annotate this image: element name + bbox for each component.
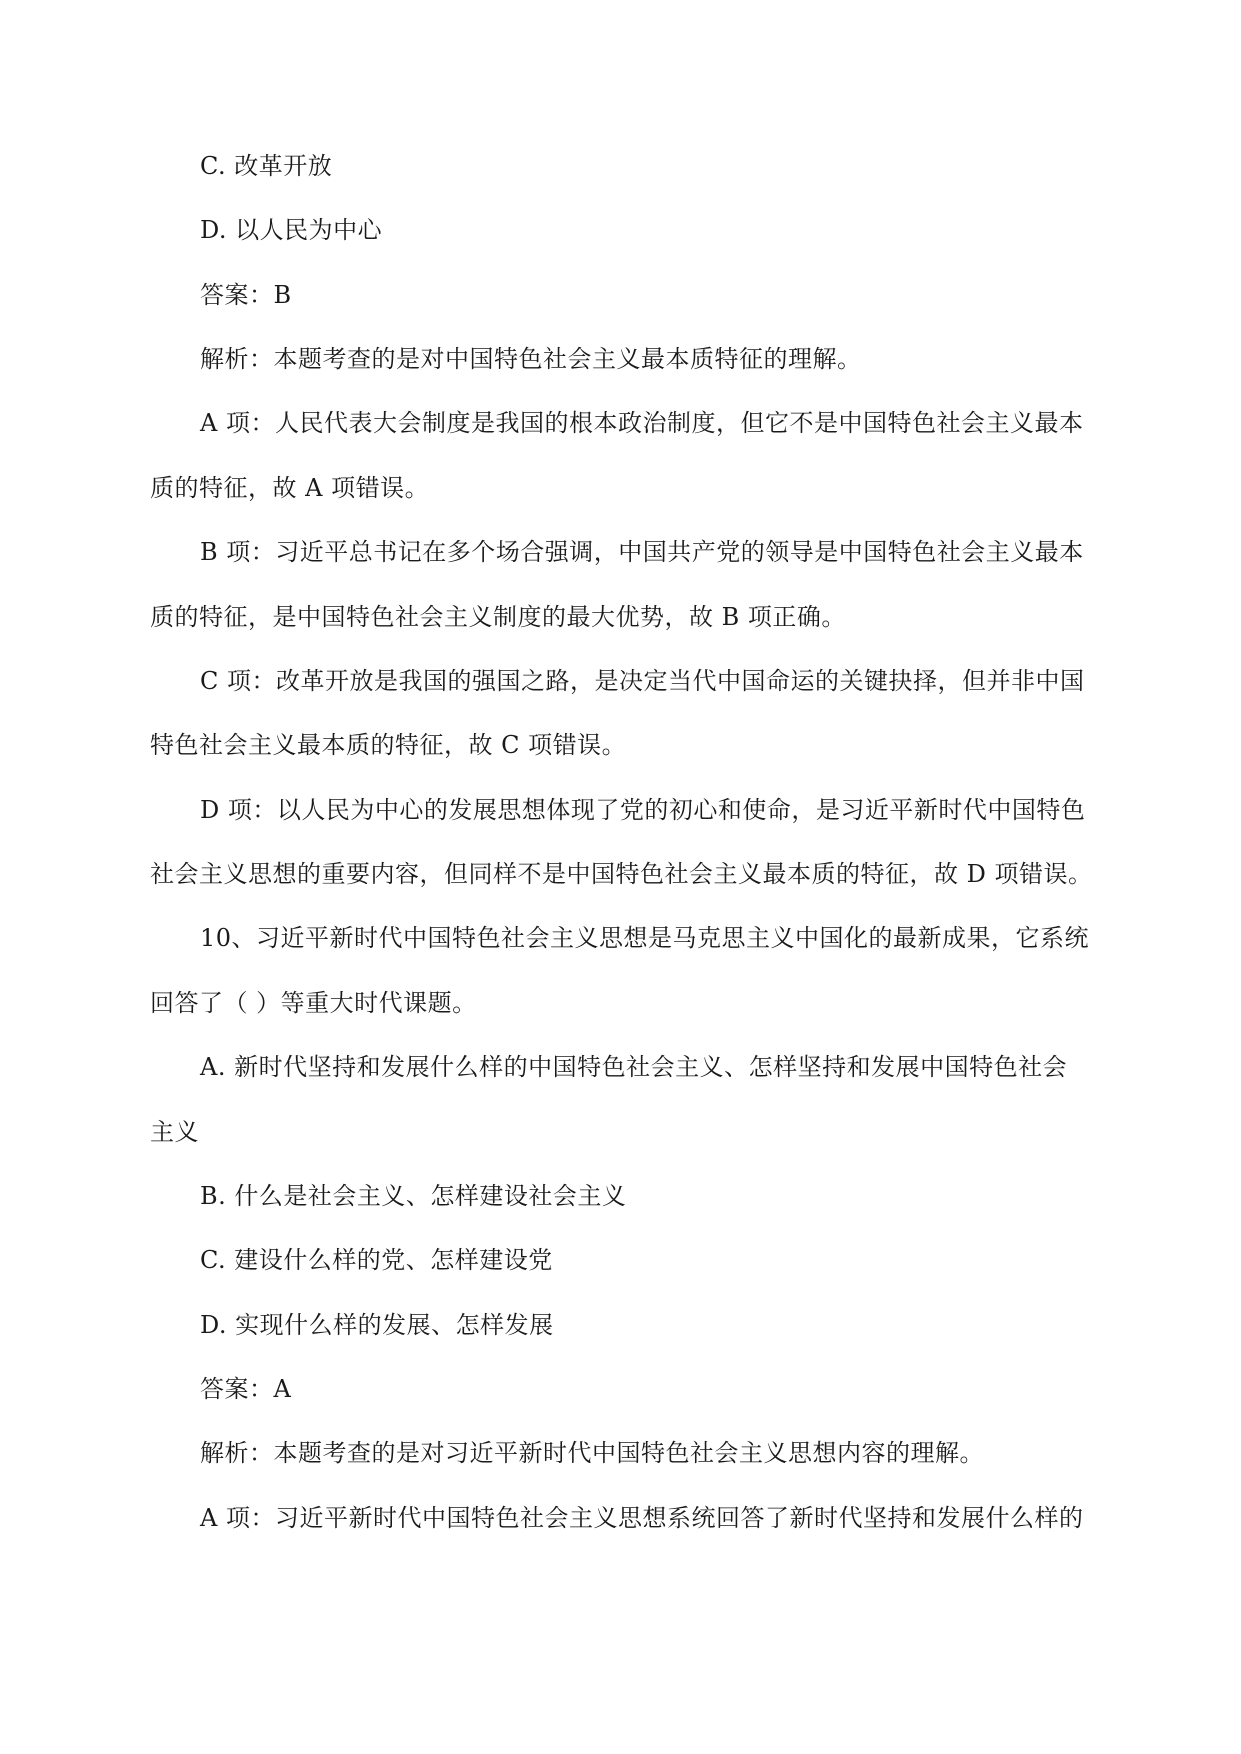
q10-option-c: C. 建设什么样的党、怎样建设党 (200, 1246, 553, 1274)
q10-option-b: B. 什么是社会主义、怎样建设社会主义 (200, 1182, 627, 1210)
q10-answer: 答案：A (200, 1375, 292, 1403)
option-d: D. 以人民为中心 (200, 216, 383, 244)
explanation-b-line1: B 项：习近平总书记在多个场合强调，中国共产党的领导是中国特色社会主义最本 (200, 538, 1084, 566)
explanation-a-line2: 质的特征，故 A 项错误。 (150, 474, 430, 502)
question-10-line2: 回答了（ ）等重大时代课题。 (150, 989, 477, 1017)
q10-explanation-a-line1: A 项：习近平新时代中国特色社会主义思想系统回答了新时代坚持和发展什么样的 (200, 1504, 1084, 1532)
answer: 答案：B (200, 281, 292, 309)
q10-option-a-line1: A. 新时代坚持和发展什么样的中国特色社会主义、怎样坚持和发展中国特色社会 (200, 1053, 1068, 1081)
explanation-a-line1: A 项：人民代表大会制度是我国的根本政治制度，但它不是中国特色社会主义最本 (200, 409, 1084, 437)
q10-analysis: 解析：本题考查的是对习近平新时代中国特色社会主义思想内容的理解。 (200, 1439, 984, 1467)
explanation-d-line2: 社会主义思想的重要内容，但同样不是中国特色社会主义最本质的特征，故 D 项错误。 (150, 860, 1093, 888)
q10-option-d: D. 实现什么样的发展、怎样发展 (200, 1311, 554, 1339)
analysis: 解析：本题考查的是对中国特色社会主义最本质特征的理解。 (200, 345, 862, 373)
explanation-c-line2: 特色社会主义最本质的特征，故 C 项错误。 (150, 731, 627, 759)
explanation-d-line1: D 项：以人民为中心的发展思想体现了党的初心和使命，是习近平新时代中国特色 (200, 796, 1086, 824)
explanation-c-line1: C 项：改革开放是我国的强国之路，是决定当代中国命运的关键抉择，但并非中国 (200, 667, 1085, 695)
question-10-line1: 10、习近平新时代中国特色社会主义思想是马克思主义中国化的最新成果，它系统 (200, 924, 1090, 952)
option-c: C. 改革开放 (200, 152, 333, 180)
q10-option-a-line2: 主义 (150, 1118, 199, 1146)
explanation-b-line2: 质的特征，是中国特色社会主义制度的最大优势，故 B 项正确。 (150, 603, 846, 631)
